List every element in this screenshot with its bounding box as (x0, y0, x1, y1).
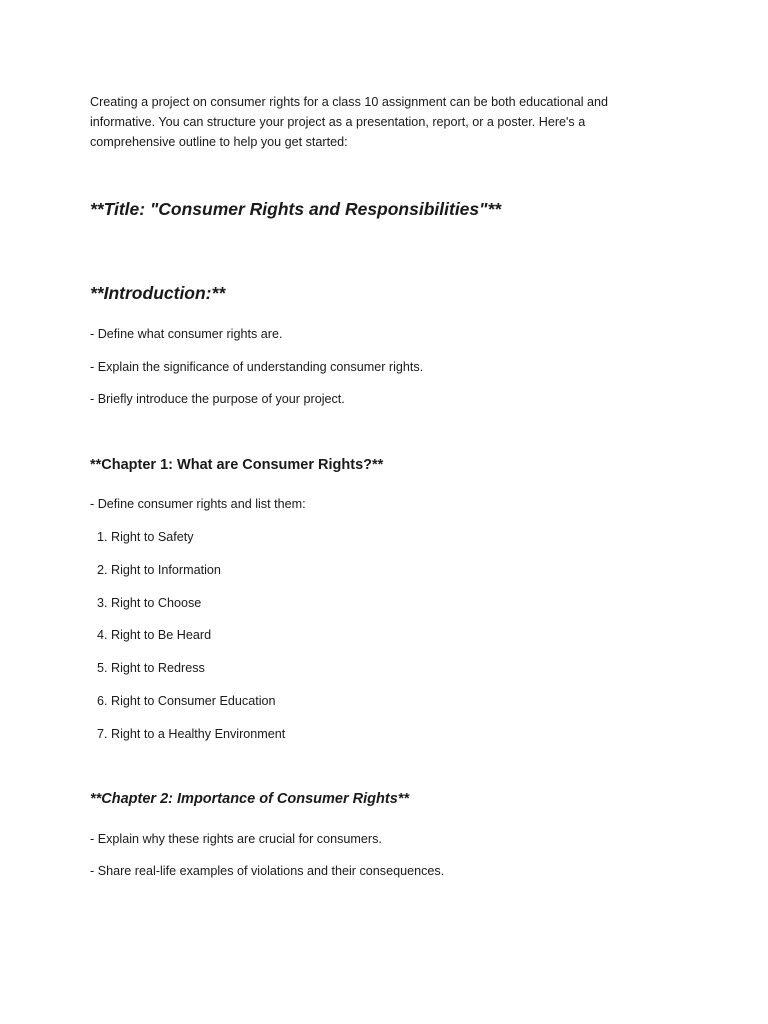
right-list-item: 5. Right to Redress (97, 661, 205, 675)
right-list-item: 6. Right to Consumer Education (97, 694, 276, 708)
chapter1-heading: **Chapter 1: What are Consumer Rights?** (90, 457, 384, 473)
introduction-heading: **Introduction:** (90, 283, 226, 303)
right-list-item: 2. Right to Information (97, 563, 221, 577)
title-heading: **Title: "Consumer Rights and Responsibilities"** (90, 199, 502, 219)
chapter1-lead: - Define consumer rights and list them: (90, 497, 306, 511)
right-list-item: 3. Right to Choose (97, 596, 202, 610)
right-list-item: 1. Right to Safety (97, 530, 194, 544)
introduction-point: - Explain the significance of understanding consumer rights. (90, 360, 424, 374)
introduction-point: - Define what consumer rights are. (90, 327, 283, 341)
chapter2-point: - Explain why these rights are crucial for consumers. (90, 832, 382, 846)
introduction-point: - Briefly introduce the purpose of your project. (90, 392, 345, 406)
chapter2-heading: **Chapter 2: Importance of Consumer Rights** (90, 791, 410, 807)
chapter2-point: - Share real-life examples of violations and their consequences. (90, 864, 445, 878)
intro-paragraph: Creating a project on consumer rights for a class 10 assignment can be both educational and informative. You can structure your project as a presentation, report, or a poster. Here's a comprehensive outline to help you get started: (90, 95, 609, 149)
right-list-item: 7. Right to a Healthy Environment (97, 727, 286, 741)
right-list-item: 4. Right to Be Heard (97, 628, 212, 642)
